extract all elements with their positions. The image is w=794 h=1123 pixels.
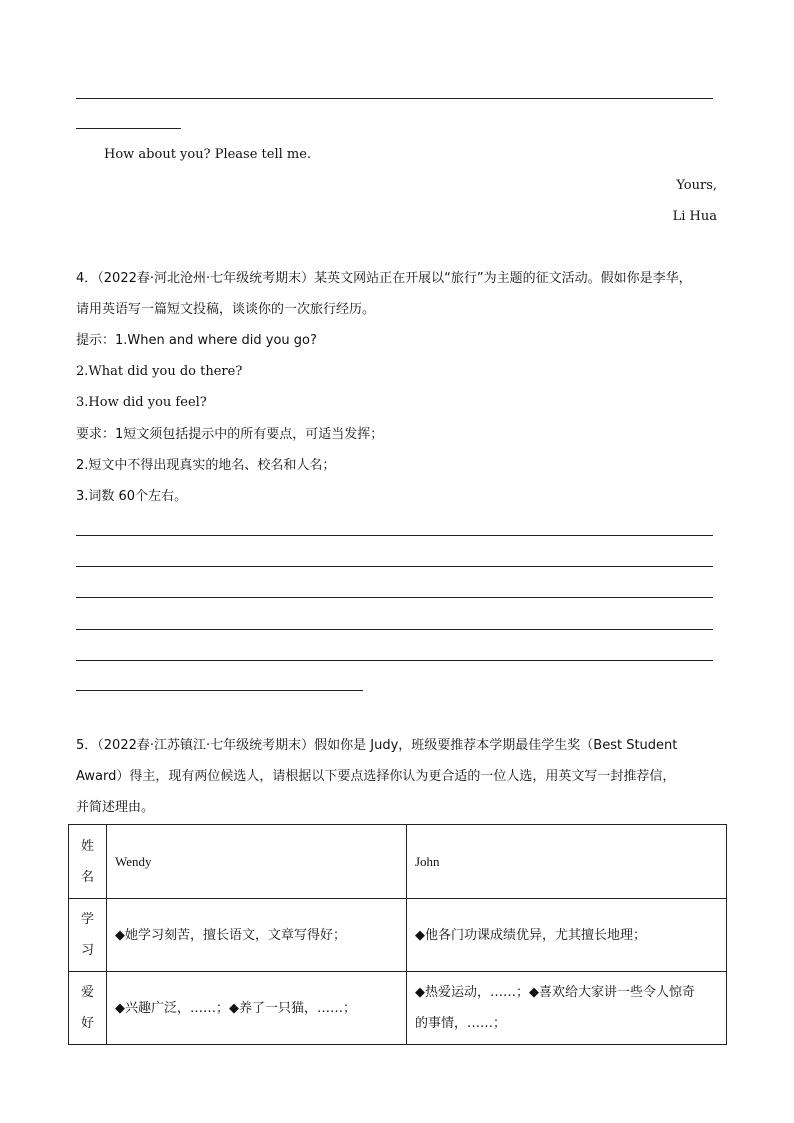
answer-line-short [76, 128, 181, 129]
row-header-study: 学 习 [69, 899, 107, 972]
candidate-table [68, 824, 727, 1045]
row-header-hobby: 爱 好 [69, 972, 107, 1045]
candidate-1-hobby: ◆兴趣广泛，……；◆养了一只猫，……； [107, 972, 407, 1045]
q4-answer-line-1 [76, 535, 713, 536]
q5-title-cont2: 并简述理由。 [76, 800, 155, 815]
q4-req-3: 3.词数 60个左右。 [76, 489, 188, 504]
candidate-2-hobby: ◆热爱运动，……；◆喜欢给大家讲一些令人惊奇 的事情，……； [407, 972, 727, 1045]
q4-answer-line-5 [76, 660, 713, 661]
q4-req-2: 2.短文中不得出现真实的地名、校名和人名； [76, 458, 336, 473]
q4-hint-2: 2.What did you do there? [76, 364, 243, 379]
candidate-2-name: John [407, 825, 727, 899]
letter-closing-line: How about you? Please tell me. [104, 147, 312, 162]
q4-answer-line-6 [76, 690, 363, 691]
letter-signature: Li Hua [672, 209, 717, 224]
q4-title-cont: 请用英语写一篇短文投稿，谈谈你的一次旅行经历。 [76, 302, 376, 317]
candidate-1-name: Wendy [107, 825, 407, 899]
candidate-2-study: ◆他各门功课成绩优异，尤其擅长地理； [407, 899, 727, 972]
q4-answer-line-4 [76, 629, 713, 630]
candidate-1-study: ◆她学习刻苦，擅长语文，文章写得好； [107, 899, 407, 972]
q5-title-cont: Award）得主，现有两位候选人，请根据以下要点选择你认为更合适的一位人选，用英文写一封推荐信， [76, 769, 676, 784]
q4-answer-line-2 [76, 566, 713, 567]
table-row-study [69, 899, 727, 972]
letter-signoff: Yours, [676, 178, 717, 193]
table-row-name [69, 825, 727, 899]
table-row-hobby [69, 972, 727, 1045]
q4-title: 4．（2022春·河北沧州·七年级统考期末）某英文网站正在开展以“旅行”为主题的征文活动。假如你是李华， [76, 271, 692, 286]
q4-hint-1: 提示：1.When and where did you go? [76, 333, 317, 348]
q5-title: 5．（2022春·江苏镇江·七年级统考期末）假如你是 Judy，班级要推荐本学期最佳学生奖（Best Student [76, 738, 678, 753]
answer-line [76, 98, 713, 99]
q4-answer-line-3 [76, 597, 713, 598]
q4-req-1: 要求：1短文须包括提示中的所有要点，可适当发挥； [76, 427, 384, 442]
row-header-name: 姓 名 [69, 825, 107, 899]
q4-hint-3: 3.How did you feel? [76, 395, 207, 410]
